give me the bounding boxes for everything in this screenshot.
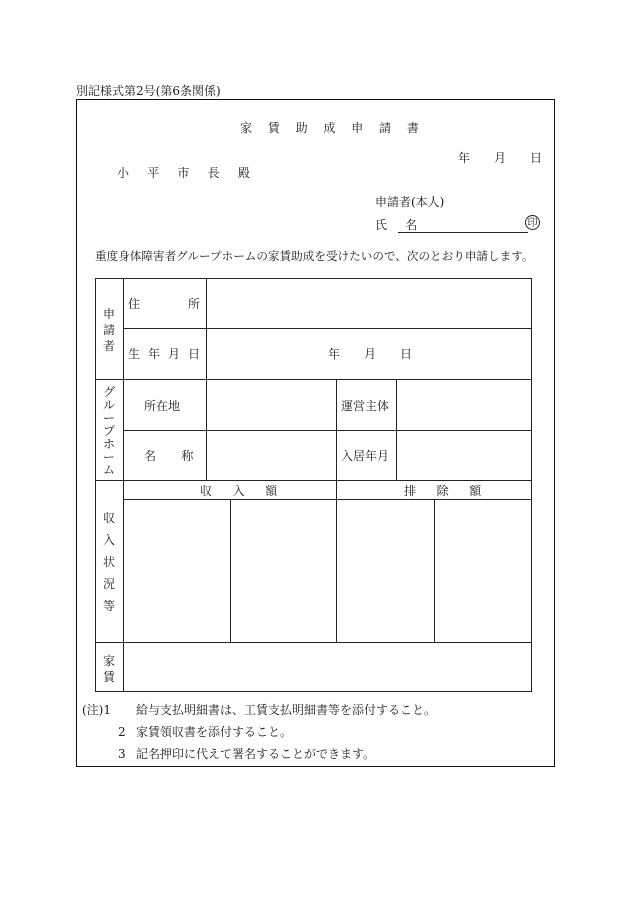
deduction-item-field[interactable] [337,500,433,641]
date-year-label: 年 [458,151,471,165]
move-in-field[interactable] [397,431,531,479]
application-statement: 重度身体障害者グループホームの家賃助成を受けたいので、次のとおり申請します。 [95,249,534,263]
rent-field[interactable] [124,643,531,691]
income-amount-field[interactable] [231,500,335,641]
addressee: 小 平 市 長 殿 [117,166,258,180]
date-day-label: 日 [530,151,543,165]
address-label: 住 所 [128,297,200,311]
home-name-field[interactable] [207,431,335,479]
note-3: 記名押印に代えて署名することができます。 [136,747,376,761]
deduction-amount-field[interactable] [435,500,531,641]
note-3-number: 3 [118,747,126,761]
name-underline [398,232,528,233]
applicant-group-label: 申 請 者 [102,307,115,353]
birth-day-label: 日 [400,347,413,361]
note-2-number: 2 [118,725,126,739]
form-title: 家 賃 助 成 申 請 書 [240,121,425,135]
deduction-amount-header: 排 除 額 [404,484,490,498]
move-in-label: 入居年月 [341,449,390,463]
home-section-divider [95,480,532,481]
seal-mark: 印 [525,215,540,230]
note-2: 家賃領収書を添付すること。 [136,725,293,739]
location-label: 所在地 [144,399,181,413]
income-amount-header: 収 入 額 [200,484,286,498]
address-field[interactable] [207,279,531,327]
name-label: 氏 名 [375,218,425,232]
applicant-label: 申請者(本人) [375,195,445,209]
birth-date-label: 生 年 月 日 [128,347,200,361]
date-month-label: 月 [494,151,507,165]
address-row-divider [123,328,532,329]
rent-group-label: 家 賃 [102,654,115,684]
group-home-group-label: グ ル ー プ ホ ー ム [102,385,115,477]
form-number: 別記様式第2号(第6条関係) [76,84,221,98]
birth-year-label: 年 [328,347,341,361]
operator-field[interactable] [397,380,531,429]
location-field[interactable] [207,380,335,429]
note-1: 給与支払明細書は、工賃支払明細書等を添付すること。 [136,703,437,717]
note-prefix: (注)1 [82,703,111,717]
birth-month-label: 月 [364,347,377,361]
income-status-group-label: 収 入 状 況 等 [102,511,115,613]
home-name-label: 名 称 [144,449,205,463]
income-item-field[interactable] [124,500,229,641]
operator-label: 運営主体 [341,399,390,413]
